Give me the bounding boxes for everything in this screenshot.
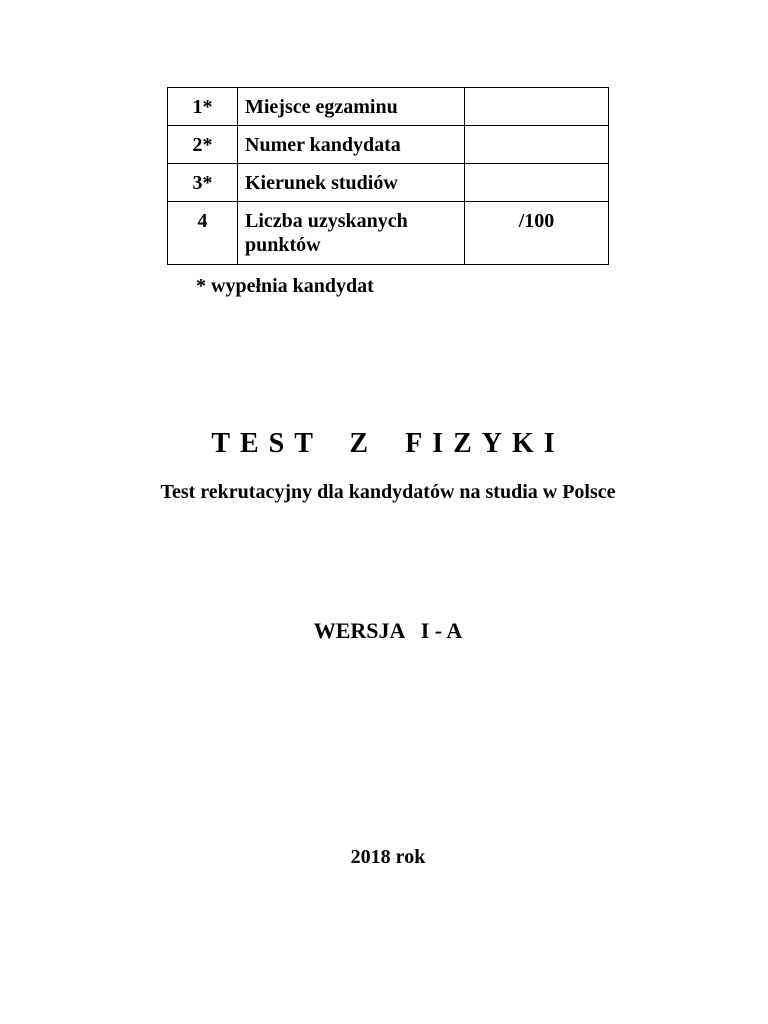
table-row: [168, 126, 609, 164]
row-number: 1*: [168, 88, 238, 126]
table-row: [168, 88, 609, 126]
row-number: 4: [168, 202, 238, 265]
points-score-field: /100: [465, 202, 609, 265]
row-number: 3*: [168, 164, 238, 202]
row-label: Miejsce egzaminu: [238, 88, 465, 126]
page-subtitle: Test rekrutacyjny dla kandydatów na studia w Polsce: [160, 481, 616, 503]
page-title: TEST Z FIZYKI: [211, 428, 565, 459]
table-row: [168, 164, 609, 202]
version-label: WERSJA I - A: [313, 618, 463, 643]
exam-location-field[interactable]: [465, 88, 609, 126]
row-label: Numer kandydata: [238, 126, 465, 164]
table-row: [168, 202, 609, 265]
candidate-info-table: [167, 87, 609, 265]
row-number: 2*: [168, 126, 238, 164]
candidate-number-field[interactable]: [465, 126, 609, 164]
field-of-study-field[interactable]: [465, 164, 609, 202]
row-label: Liczba uzyskanych punktów: [238, 202, 465, 265]
footnote: * wypełnia kandydat: [196, 275, 374, 297]
year-label: 2018 rok: [350, 846, 426, 868]
row-label: Kierunek studiów: [238, 164, 465, 202]
